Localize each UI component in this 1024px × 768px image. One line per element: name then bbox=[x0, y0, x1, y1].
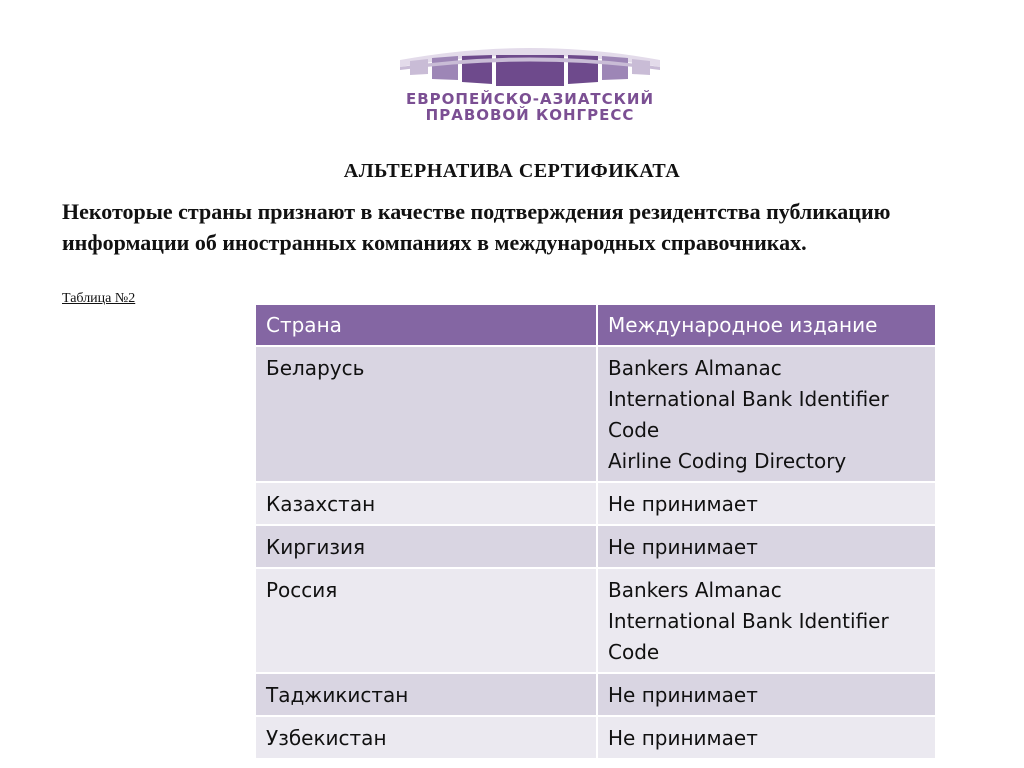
table-row bbox=[255, 568, 936, 673]
publication-line: International Bank Identifier Code bbox=[608, 387, 889, 442]
table-header-row bbox=[255, 304, 936, 346]
congress-logo bbox=[380, 40, 680, 130]
table-row bbox=[255, 482, 936, 525]
country-cell: Киргизия bbox=[255, 525, 597, 568]
logo-text-line1: ЕВРОПЕЙСКО-АЗИАТСКИЙ bbox=[405, 90, 655, 108]
publication-line: Не принимает bbox=[608, 683, 758, 707]
table-caption: Таблица №2 bbox=[62, 291, 136, 306]
publication-line: International Bank Identifier Code bbox=[608, 609, 889, 664]
publication-line: Airline Coding Directory bbox=[608, 449, 847, 473]
publication-cell bbox=[597, 482, 936, 525]
publications-table bbox=[254, 303, 937, 760]
header-country: Страна bbox=[255, 304, 597, 346]
table-row bbox=[255, 716, 936, 759]
publication-cell bbox=[597, 673, 936, 716]
logo-text-line2: ПРАВОВОЙ КОНГРЕСС bbox=[425, 106, 635, 124]
header-publication: Международное издание bbox=[597, 304, 936, 346]
publication-cell bbox=[597, 525, 936, 568]
publication-line: Не принимает bbox=[608, 492, 758, 516]
publication-line: Bankers Almanac bbox=[608, 578, 782, 602]
table-row bbox=[255, 346, 936, 482]
table-row bbox=[255, 525, 936, 568]
arch-emblem-icon bbox=[380, 40, 680, 90]
publication-cell bbox=[597, 568, 936, 673]
intro-paragraph: Некоторые страны признают в качестве подтверждения резидентства публикацию информации об иностранных компаниях в международных справочниках. bbox=[62, 199, 891, 255]
page-title: АЛЬТЕРНАТИВА СЕРТИФИКАТА bbox=[343, 160, 681, 182]
publication-cell bbox=[597, 346, 936, 482]
publication-line: Bankers Almanac bbox=[608, 356, 782, 380]
publication-line: Не принимает bbox=[608, 726, 758, 750]
country-cell: Узбекистан bbox=[255, 716, 597, 759]
country-cell: Беларусь bbox=[255, 346, 597, 482]
country-cell: Казахстан bbox=[255, 482, 597, 525]
publication-cell bbox=[597, 716, 936, 759]
table-row bbox=[255, 673, 936, 716]
publication-line: Не принимает bbox=[608, 535, 758, 559]
country-cell: Россия bbox=[255, 568, 597, 673]
country-cell: Таджикистан bbox=[255, 673, 597, 716]
